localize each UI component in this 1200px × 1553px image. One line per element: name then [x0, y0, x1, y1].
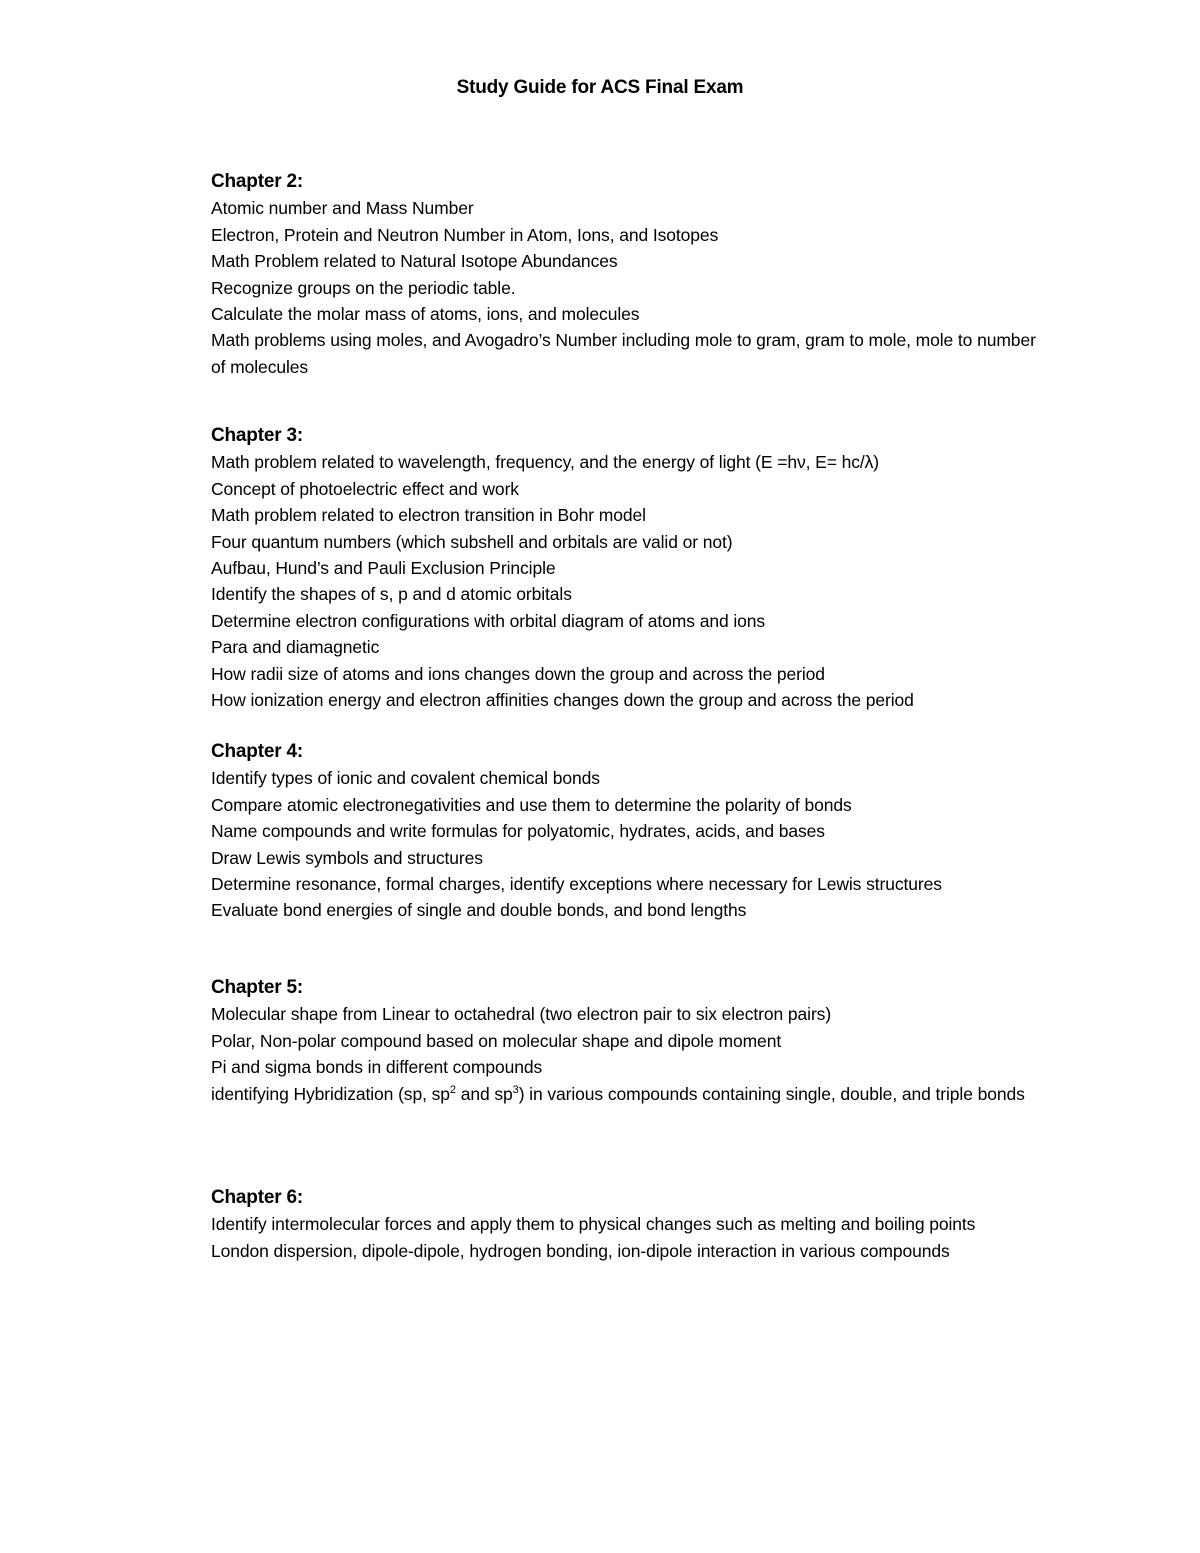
- chapter-6-section: [211, 1185, 1071, 1264]
- list-item: Compare atomic electronegativities and use them to determine the polarity of bonds: [211, 794, 852, 815]
- list-item: Para and diamagnetic: [211, 637, 380, 658]
- list-item: Identify intermolecular forces and apply them to physical changes such as melting and boiling points: [211, 1214, 976, 1235]
- list-item: London dispersion, dipole-dipole, hydrogen bonding, ion-dipole interaction in various compounds: [211, 1240, 950, 1261]
- list-item: Pi and sigma bonds in different compounds: [211, 1057, 543, 1078]
- list-item: Determine electron configurations with orbital diagram of atoms and ions: [211, 610, 766, 631]
- list-item: Aufbau, Hund’s and Pauli Exclusion Principle: [211, 558, 556, 579]
- chapter-5-section: [211, 975, 1071, 1107]
- chapter-heading: Chapter 4:: [211, 741, 303, 762]
- hybrid-superscript-3: 3: [512, 1083, 519, 1096]
- list-item: Atomic number and Mass Number: [211, 198, 474, 219]
- chapter-2-section: [211, 169, 1071, 380]
- list-item: How ionization energy and electron affinities changes down the group and across the period: [211, 690, 914, 711]
- list-item: Recognize groups on the periodic table.: [211, 277, 516, 298]
- list-item: Molecular shape from Linear to octahedral (two electron pair to six electron pairs): [211, 1004, 832, 1025]
- list-item: How radii size of atoms and ions changes down the group and across the period: [211, 663, 825, 684]
- list-item: Identify the shapes of s, p and d atomic orbitals: [211, 584, 572, 605]
- list-item: Name compounds and write formulas for polyatomic, hydrates, acids, and bases: [211, 821, 825, 842]
- chapter-heading: Chapter 3:: [211, 425, 303, 446]
- list-item: Four quantum numbers (which subshell and orbitals are valid or not): [211, 531, 733, 552]
- list-item: Identify types of ionic and covalent chemical bonds: [211, 768, 600, 789]
- hybrid-superscript-2: 2: [449, 1083, 456, 1096]
- list-item: Math problem related to electron transition in Bohr model: [211, 505, 646, 526]
- chapter-4-section: [211, 739, 1071, 924]
- list-item: Evaluate bond energies of single and double bonds, and bond lengths: [211, 900, 747, 921]
- hybrid-text-pre: identifying Hybridization (sp, sp: [211, 1083, 450, 1104]
- list-item: Math problem related to wavelength, frequency, and the energy of light (E =hν, E= hc/λ): [211, 452, 880, 473]
- list-item: Concept of photoelectric effect and work: [211, 478, 519, 499]
- hybrid-text-post: ) in various compounds containing single, double, and triple bonds: [518, 1083, 1025, 1104]
- hybrid-text-mid: and sp: [455, 1083, 513, 1104]
- list-item: Calculate the molar mass of atoms, ions, and molecules: [211, 304, 640, 325]
- list-item: Math Problem related to Natural Isotope Abundances: [211, 251, 618, 272]
- list-item: Polar, Non-polar compound based on molecular shape and dipole moment: [211, 1030, 782, 1051]
- list-item: Electron, Protein and Neutron Number in Atom, Ions, and Isotopes: [211, 224, 719, 245]
- document-title: Study Guide for ACS Final Exam: [456, 77, 744, 98]
- chapter-heading: Chapter 5:: [211, 977, 303, 998]
- list-item-hybridization: [211, 1081, 1041, 1107]
- list-item: Math problems using moles, and Avogadro’s Number including mole to gram, gram to mole, mole to number of molecules: [211, 330, 1036, 377]
- list-item: Draw Lewis symbols and structures: [211, 847, 483, 868]
- chapter-heading: Chapter 6:: [211, 1187, 303, 1208]
- list-item: Determine resonance, formal charges, identify exceptions where necessary for Lewis structures: [211, 874, 942, 895]
- chapter-heading: Chapter 2:: [211, 171, 303, 192]
- chapter-3-section: [211, 423, 1071, 713]
